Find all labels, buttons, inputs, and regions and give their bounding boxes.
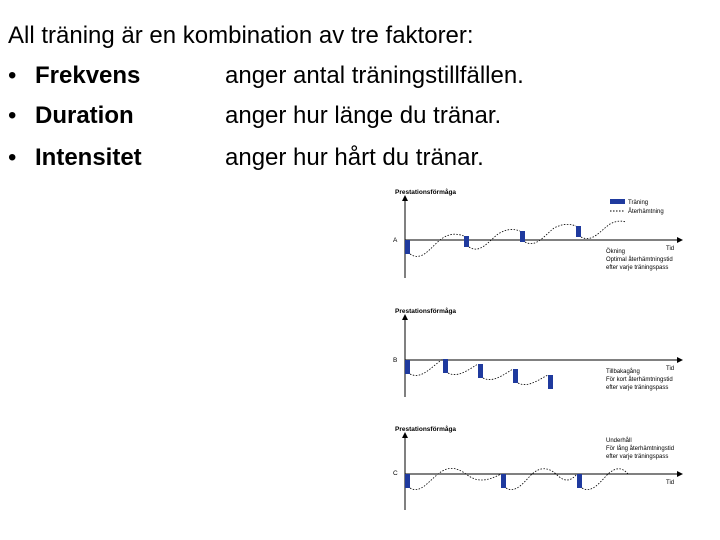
panel-b: [393, 307, 680, 397]
panel-b-letter: B: [393, 357, 398, 364]
panel-c-training-bar-1: [405, 474, 410, 488]
panel-b-training-bar-3: [478, 364, 483, 378]
panel-c-caption-1: Underhåll: [606, 438, 632, 444]
bullet-term: Intensitet: [35, 144, 142, 171]
panel-c-caption-2: För lång återhämtningstid: [606, 446, 675, 452]
panel-c-recovery-curve: [410, 468, 628, 489]
panel-c-axis-label: Tid: [666, 480, 675, 486]
panel-c-letter: C: [393, 470, 398, 477]
bullet-dot: •: [8, 102, 17, 129]
panel-a-training-bar-1: [405, 240, 410, 254]
panel-b-caption-3: efter varje träningspass: [606, 385, 669, 391]
panel-b-title: Prestationsförmåga: [395, 308, 457, 315]
panel-a-caption-2: Optimal återhämtningstid: [606, 257, 673, 263]
panel-a-title: Prestationsförmåga: [395, 189, 457, 196]
panel-a-training-bar-2: [464, 236, 469, 247]
slide-heading: All träning är en kombination av tre faktorer:: [8, 22, 474, 49]
panel-a-training-bar-3: [520, 231, 525, 242]
bullet-term: Duration: [35, 102, 134, 129]
panel-a-letter: A: [393, 237, 398, 244]
panel-b-caption-2: För kort återhämtningstid: [606, 377, 673, 383]
panel-a-recovery-curve: [410, 221, 626, 256]
panel-c-training-bar-3: [577, 474, 582, 488]
training-diagram: [360, 182, 700, 512]
panel-a-caption-3: efter varje träningspass: [606, 265, 669, 271]
panel-a-caption-1: Ökning: [606, 249, 626, 255]
panel-b-caption-1: Tillbakagång: [606, 369, 640, 375]
bullet-description: anger antal träningstillfällen.: [225, 62, 524, 89]
training-diagram-svg: [360, 182, 700, 512]
bullet-description: anger hur länge du tränar.: [225, 102, 502, 129]
panel-b-training-bar-2: [443, 359, 448, 373]
panel-b-axis-label: Tid: [666, 366, 675, 372]
panel-a-training-bar-4: [576, 226, 581, 237]
panel-a-axis-label: Tid: [666, 246, 675, 252]
panel-b-training-bar-1: [405, 360, 410, 374]
bullet-term: Frekvens: [35, 62, 141, 89]
panel-c-title: Prestationsförmåga: [395, 426, 457, 433]
bullet-dot: •: [8, 144, 17, 171]
legend-recovery-label: Återhämtning: [628, 209, 664, 215]
legend-training-swatch: [610, 199, 625, 204]
panel-c: [393, 425, 680, 510]
legend: [610, 199, 664, 215]
panel-b-training-bar-5: [548, 375, 553, 389]
panel-c-caption-3: efter varje träningspass: [606, 454, 669, 460]
panel-c-training-bar-2: [501, 474, 506, 488]
panel-b-training-bar-4: [513, 369, 518, 383]
bullet-dot: •: [8, 62, 17, 89]
bullet-description: anger hur hårt du tränar.: [225, 144, 484, 171]
legend-training-label: Träning: [628, 200, 649, 206]
